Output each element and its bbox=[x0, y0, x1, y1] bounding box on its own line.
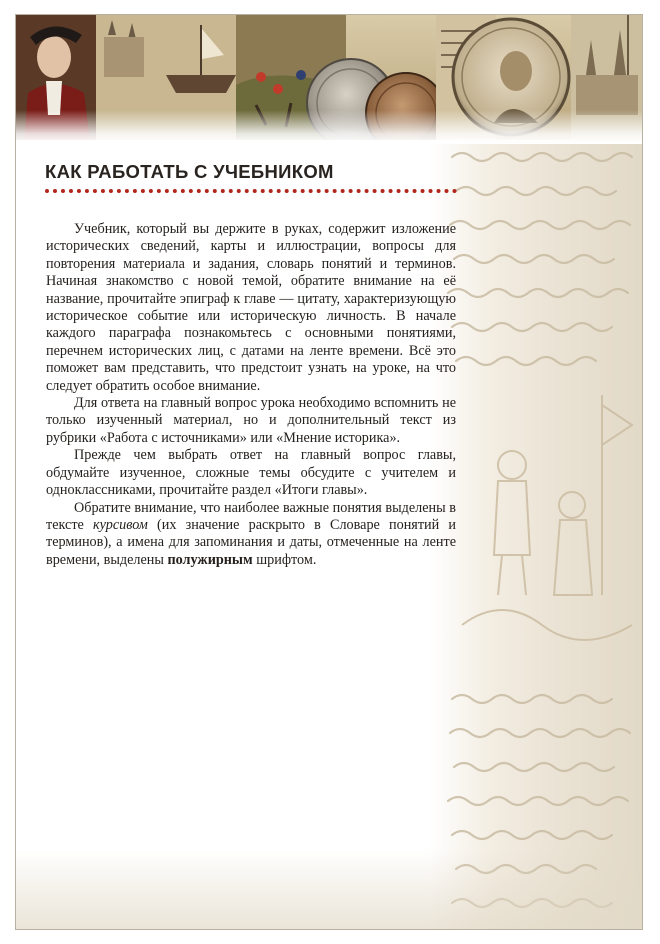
heading-dotted-rule bbox=[45, 189, 457, 193]
bottom-fade bbox=[16, 849, 642, 929]
section-header bbox=[45, 161, 465, 193]
italic-example: курсивом bbox=[93, 516, 148, 533]
paragraph-formatting bbox=[46, 500, 456, 570]
section-title: КАК РАБОТАТЬ С УЧЕБНИКОМ bbox=[45, 161, 334, 182]
bold-example: полужирным bbox=[167, 551, 253, 568]
formatting-text-start: Обратите внимание, что наиболее важные понятия выделены в тексте bbox=[46, 499, 456, 533]
formatting-text-middle: (их значение раскрыто в Словаре понятий и терминов), а имена для запоминания и даты, отмеченные на ленте времени, выделены bbox=[46, 516, 456, 568]
paragraph-intro: Учебник, который вы держите в руках, содержит изложение исторических сведений, карты и иллюстрации, вопросы для повторения материала и задания, словарь понятий и терминов. Начиная знакомство с новой темой, обратите внимание на её название, прочитайте эпиграф к главе — цитату, характеризующую историческое событие или историческую личность. В начале каждого параграфа познакомьтесь с основными понятиями, перечнем исторических лиц, с датами на ленте времени. Всё это поможет вам представить, что предстоит узнать на уроке, на что следует обратить особое внимание. bbox=[46, 221, 456, 394]
body-text bbox=[46, 221, 456, 569]
paragraph-main-question: Для ответа на главный вопрос урока необходимо вспомнить не только изученный материал, но и дополнительный текст из рубрики «Работа с источниками» или «Мнение историка». bbox=[46, 395, 456, 446]
manuscript-background-illustration bbox=[442, 125, 642, 930]
textbook-page bbox=[15, 14, 643, 930]
formatting-text-end: шрифтом. bbox=[252, 551, 317, 568]
paragraph-chapter-question: Прежде чем выбрать ответ на главный вопрос главы, обдумайте изученное, сложные темы обсудите с учителем и одноклассниками, прочитайте раздел «Итоги главы». bbox=[46, 447, 456, 499]
